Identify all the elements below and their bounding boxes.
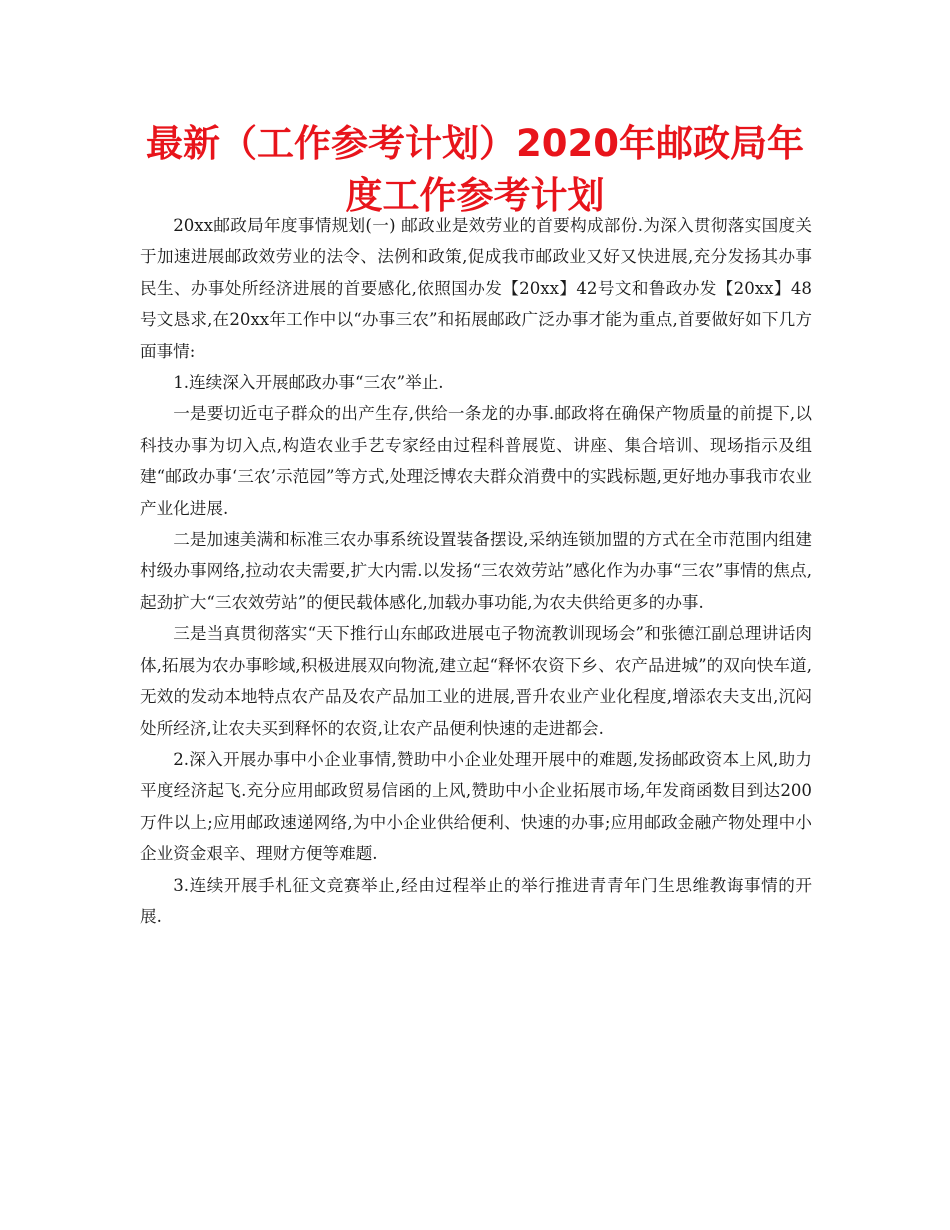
paragraph: 三是当真贯彻落实“天下推行山东邮政进展屯子物流教训现场会”和张德江副总理讲话肉体,拓展为农办事畛域,积极进展双向物流,建立起“释怀农资下乡、农产品进城”的双向快车道,无效的发动本地特点农产品及农产品加工业的进展,晋升农业产业化程度,增添农夫支出,沉闷处所经济,让农夫买到释怀的农资,让农产品便利快速的走进都会. [140, 624, 812, 738]
paragraph: 一是要切近屯子群众的出产生存,供给一条龙的办事.邮政将在确保产物质量的前提下,以科技办事为切入点,构造农业手艺专家经由过程科普展览、讲座、集合培训、现场指示及组建“邮政办事‘三农’示范园”等方式,处理泛博农夫群众消费中的实践标题,更好地办事我市农业产业化进展. [140, 404, 812, 518]
paragraph: 20xx邮政局年度事情规划(一) 邮政业是效劳业的首要构成部份.为深入贯彻落实国度关于加速进展邮政效劳业的法令、法例和政策,促成我市邮政业又好又快进展,充分发扬其办事民生、办事处所经济进展的首要感化,依照国办发【20xx】42号文和鲁政办发【20xx】48号文恳求,在20xx年工作中以“办事三农”和拓展邮政广泛办事才能为重点,首要做好如下几方面事情: [140, 216, 812, 361]
paragraph: 3.连续开展手札征文竞赛举止,经由过程举止的举行推进青青年门生思维教诲事情的开展. [140, 875, 812, 926]
document-body [140, 210, 812, 932]
paragraph: 1.连续深入开展邮政办事“三农”举止. [173, 373, 444, 393]
document-title: 最新（工作参考计划）2020年邮政局年度工作参考计划 [146, 122, 804, 217]
paragraph: 2.深入开展办事中小企业事情,赞助中小企业处理开展中的难题,发扬邮政资本上风,助力平度经济起飞.充分应用邮政贸易信函的上风,赞助中小企业拓展市场,年发商函数目到达200万件以上;应用邮政速递网络,为中小企业供给便利、快速的办事;应用邮政金融产物处理中小企业资金艰辛、理财方便等难题. [140, 749, 812, 864]
paragraph: 二是加速美满和标准三农办事系统设置装备摆设,采纳连锁加盟的方式在全市范围内组建村级办事网络,拉动农夫需要,扩大内需.以发扬“三农效劳站”感化作为办事“三农”事情的焦点,起劲扩大“三农效劳站”的便民载体感化,加载办事功能,为农夫供给更多的办事. [140, 530, 812, 612]
